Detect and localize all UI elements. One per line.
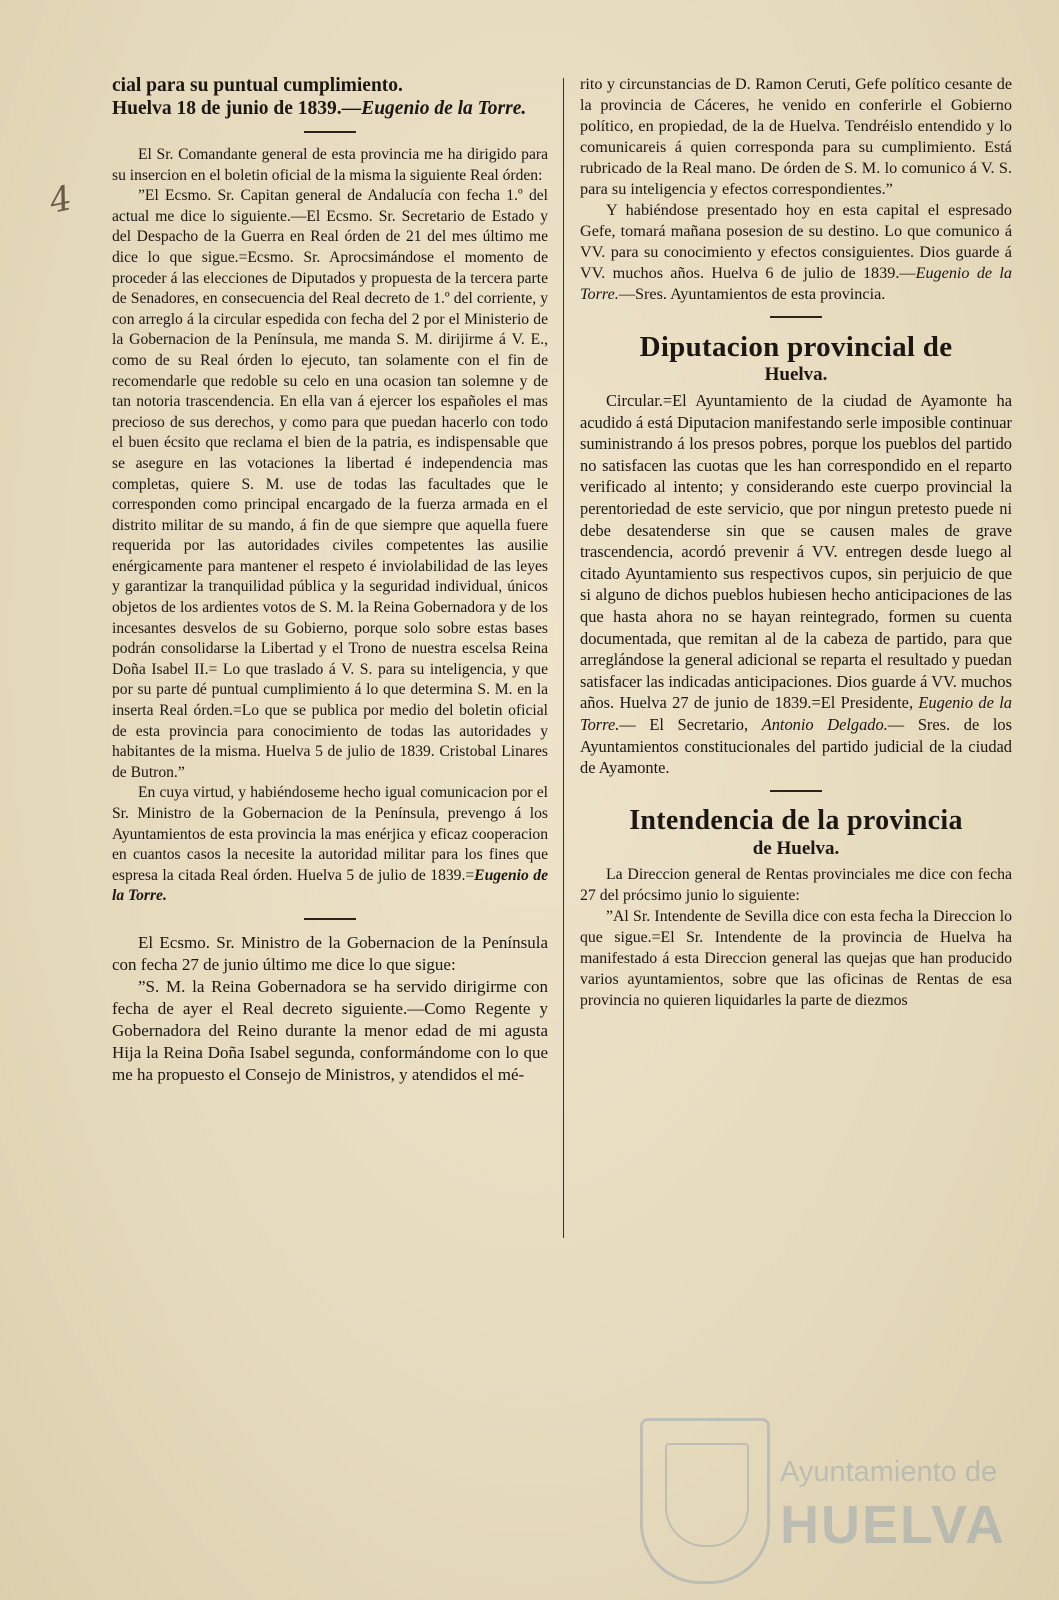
right-column <box>580 74 1012 1011</box>
column-divider <box>563 78 564 1238</box>
paragraph-posesion-tail: —Sres. Ayuntamientos de esta provincia. <box>618 285 886 303</box>
section-rule <box>304 131 356 133</box>
left-column <box>112 74 548 1086</box>
paragraph-comandante: El Sr. Comandante general de esta provincia me ha dirigido para su insercion en el boletin oficial de la misma la siguiente Real órden: <box>112 146 548 184</box>
intro-line-2 <box>112 97 548 120</box>
watermark-line-1: Ayuntamiento de <box>780 1456 998 1488</box>
paragraph-rentas: La Direccion general de Rentas provinciales me dice con fecha 27 del prócsimo junio lo siguiente: <box>580 865 1012 904</box>
paragraph-posesion <box>580 200 1012 305</box>
signature-torre-2: Eugenio de la Torre. <box>580 264 1012 303</box>
section-rule <box>770 790 822 792</box>
heading-intendencia: Intendencia de la provincia <box>629 804 963 836</box>
section-rule <box>304 918 356 920</box>
shield-icon <box>640 1418 770 1584</box>
paragraph-ministro: El Ecsmo. Sr. Ministro de la Gobernacion de la Península con fecha 27 de junio último me dice lo que sigue: <box>112 932 548 974</box>
signature-secretario: Antonio Delgado. <box>761 714 888 734</box>
paragraph-real-orden: ”El Ecsmo. Sr. Capitan general de Andalucía con fecha 1.º del actual me dice lo siguiente.—El Ecsmo. Sr. Secretario de Estado y del Despacho de la Guerra en Real órden de 21 del mes último me dice lo que sigue.=Ecsmo. Sr. Aprocsimándose el momento de proceder á las elecciones de Diputados y propuesta de la tercera parte de Senadores, en consecuencia del Real decreto de 1.º del corriente, y con arreglo á la circular espedida con fecha del 2 por el Ministerio de la Gobernacion de la Península, me manda S. M. dirijirme á V. E., como de su Real órden lo ejecuto, tan solamente con el fin de recomendarle que redoble su celo en una ocasion tan solemne y de tan notoria trascendencia. En ella van á ejercer los españoles el mas precioso de sus derechos, y como para que puedan hacerlo con todo el buen écsito que reclama el bien de la patria, es indispensable que se asegure en las votaciones la libertad é independencia mas completas, quiere S. M. use de todas las facultades que le corresponden como principal encargado de la fuerza armada en el distrito militar de su mando, á fin de que siempre que aquella fuere requerida por las autoridades civiles competentes las ausilie enérgicamente para mantener el respeto é inviolabilidad de las leyes y garantizar la tranquilidad pública y la seguridad individual, únicos objetos de los ardientes votos de S. M. la Reina Gobernadora y de los incesantes desvelos de su Gobierno, porque solo sobre estas bases podrán consolidarse la Libertad y el Trono de nuestra escelsa Reina Doña Isabel II.= Lo que traslado á V. S. para su inteligencia, y que por su parte dé puntual cumplimiento á lo que determina S. M. en la inserta Real órden.=Lo que se publica por medio del boletin oficial de esta provincia para conocimiento de todas las autoridades y habitantes de la misma. Huelva 5 de julio de 1839. Cristobal Linares de Butron.” <box>112 187 548 781</box>
paragraph-decreto: ”S. M. la Reina Gobernadora se ha servido dirigirme con fecha de ayer el Real decreto siguiente.—Como Regente y Gobernadora del Reino durante la menor edad de mi agusta Hija la Reina Doña Isabel segunda, conformándome con lo que me ha propuesto el Consejo de Ministros, y atendidos el mé- <box>112 976 548 1084</box>
section-rule <box>770 316 822 318</box>
intro-date: Huelva 18 de junio de 1839.— <box>112 98 362 119</box>
intro-signature: Eugenio de la Torre. <box>361 98 527 119</box>
paragraph-posesion-text: Y habiéndose presentado hoy en esta capital el espresado Gefe, tomará mañana posesion de su destino. Lo que comunico á VV. para su conocimiento y efectos consiguientes. Dios guarde á VV. muchos años. Huelva 6 de julio de 1839.— <box>580 201 1012 282</box>
signature-torre: Eugenio de la Torre. <box>112 866 548 905</box>
paragraph-virtud-text: En cuya virtud, y habiéndoseme hecho igual comunicacion por el Sr. Ministro de la Gobernacion de la Península, prevengo á los Ayuntamientos de esta provincia la mas enérjica y eficaz cooperacion en cuantos casos la necesite la autoridad militar para los fines que espresa la citada Real órden. Huelva 5 de julio de 1839.= <box>112 784 548 884</box>
subheading-huelva-2: de Huelva. <box>752 837 840 859</box>
paragraph-sevilla: ”Al Sr. Intendente de Sevilla dice con esta fecha la Direccion lo que sigue.=El Sr. Intendente de la provincia de Huelva ha manifestado á esta Direccion general las quejas que han producido varios ayuntamientos, sobre que las oficinas de Rentas de esa provincia no quieren liquidarles la parte de diezmos <box>580 907 1012 1009</box>
signature-presidente: Eugenio de la Torre. <box>580 693 1012 734</box>
intro-line-1: cial para su puntual cumplimiento. <box>112 75 403 96</box>
paragraph-circular <box>580 390 1012 779</box>
paragraph-circular-mid: — El Secretario, <box>619 714 749 734</box>
heading-diputacion: Diputacion provincial de <box>639 331 953 363</box>
ayuntamiento-watermark <box>630 1418 1050 1588</box>
subheading-huelva-1: Huelva. <box>764 364 828 385</box>
handwritten-annotation: 4 <box>46 178 76 222</box>
paragraph-circular-text: Circular.=El Ayuntamiento de la ciudad de Ayamonte ha acudido á está Diputacion manifestando serle imposible continuar suministrando á los presos pobres, porque los pueblos del partido no satisfacen las cuotas que les han correspondido en el reparto verificado al intento; y considerando este cuerpo provincial la perentoriedad de este servicio, que por ningun pretesto puede ni debe desatenderse sin que se causen males de grave trascendencia, acordó prevenir á VV. entregen desde luego al citado Ayuntamiento sus respectivos cupos, sin perjuicio de que si alguno de dichos pueblos hubiesen hecho anticipaciones de las que hasta ahora no se hayan reintegrado, formen su cuenta documentada, que remitan al de la cabeza de partido, para que arreglándose la general adicional se reparta el resultado y puedan satisfacer las indicadas anticipaciones. Dios guarde á VV. muchos años. Huelva 27 de junio de 1839.=El Presidente, <box>580 391 1012 713</box>
paragraph-ceruti: rito y circunstancias de D. Ramon Ceruti, Gefe político cesante de la provincia de Cáceres, he venido en conferirle el Gobierno político, en propiedad, de la de Huelva. Tendréislo entendido y lo comunicareis á quien corresponda para su cumplimiento. Está rubricado de la Real mano. De órden de S. M. lo comunico á V. S. para su inteligencia y efectos correspondientes.” <box>580 75 1012 198</box>
paragraph-circular-tail: — Sres. de los Ayuntamientos constitucionales del partido judicial de la ciudad de Ayamonte. <box>580 714 1012 778</box>
paragraph-virtud <box>112 783 548 907</box>
watermark-line-2: HUELVA <box>780 1495 1006 1555</box>
